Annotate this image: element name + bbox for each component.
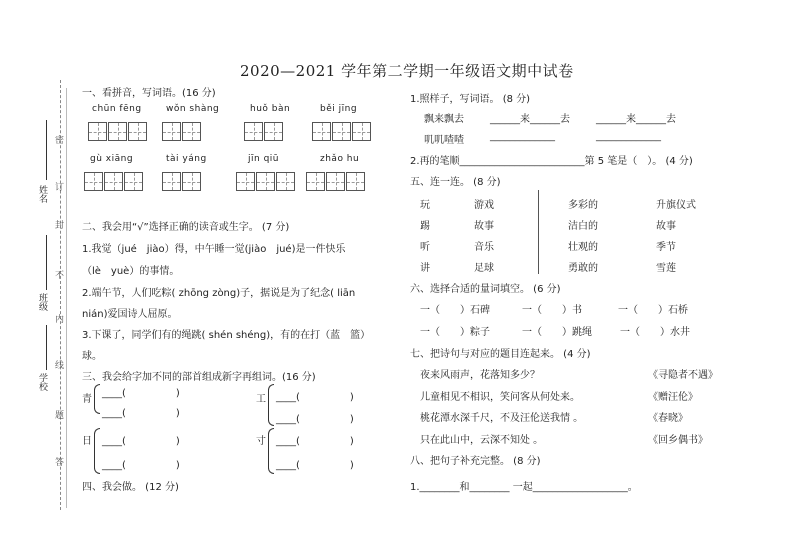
example-word: 叽叽喳喳 bbox=[424, 135, 464, 146]
q2-sentence[interactable]: 1.我觉（jué jiào）得，中午睡一觉(jiào jué)是一件快乐 bbox=[82, 244, 346, 255]
match-item[interactable]: 洁白的 bbox=[568, 221, 598, 232]
match-item[interactable]: 升旗仪式 bbox=[656, 200, 696, 211]
match-item[interactable]: 游戏 bbox=[474, 200, 494, 211]
radical-char: 青 bbox=[82, 394, 92, 405]
q2-sentence[interactable]: 3.下课了，同学们有的绳跳( shén shéng)，有的在打（蓝 篮） bbox=[82, 330, 371, 341]
match-item[interactable]: 雪莲 bbox=[656, 263, 676, 274]
measure-blank[interactable]: 一（ ）书 bbox=[522, 305, 582, 316]
brace bbox=[268, 428, 274, 474]
brace bbox=[94, 384, 100, 414]
match-item[interactable]: 听 bbox=[420, 242, 430, 253]
page-title: 2020—2021 学年第二学期一年级语文期中试卷 bbox=[240, 62, 574, 80]
seal-char: 答 bbox=[55, 458, 65, 468]
fill-blank[interactable]: ____( ) bbox=[102, 388, 180, 399]
pinyin: zhǎo hu bbox=[320, 154, 360, 164]
q2-sentence[interactable]: 球。 bbox=[82, 351, 102, 362]
fill-blank[interactable]: ____( ) bbox=[102, 408, 180, 419]
fill-blank[interactable]: ____( ) bbox=[276, 436, 354, 447]
poem-line[interactable]: 儿童相见不相识，笑问客从何处来。 bbox=[420, 392, 580, 403]
class-label: 班级 bbox=[37, 293, 47, 311]
pinyin: wǒn shàng bbox=[166, 104, 220, 114]
match-item[interactable]: 多彩的 bbox=[568, 200, 598, 211]
poem-line[interactable]: 桃花潭水深千尺，不及汪伦送我情 。 bbox=[420, 413, 584, 424]
q7-heading: 七、把诗句与对应的题目连起来。 (4 分) bbox=[410, 349, 591, 360]
sentence-blank[interactable]: 1.________和________ 一起___________________。 bbox=[410, 482, 638, 493]
match-item[interactable]: 踢 bbox=[420, 221, 430, 232]
radical-char: 日 bbox=[82, 436, 92, 447]
q2-sentence[interactable]: 2.端午节，人们吃粽( zhōng zòng)子，据说是为了纪念( liān bbox=[82, 288, 356, 299]
q4-heading: 四、我会做。 (12 分) bbox=[82, 482, 179, 493]
writing-grid[interactable] bbox=[244, 122, 284, 141]
q2-sentence[interactable]: nián)爱国诗人屈原。 bbox=[82, 309, 178, 320]
writing-grid[interactable] bbox=[236, 172, 296, 191]
poem-line[interactable]: 夜来风雨声，花落知多少？ bbox=[420, 370, 540, 381]
poem-title[interactable]: 《赠汪伦》 bbox=[648, 392, 698, 403]
seal-char: 不 bbox=[55, 271, 65, 281]
pinyin: běi jīng bbox=[320, 104, 358, 114]
fill-blank[interactable]: ______来______去 bbox=[490, 114, 570, 125]
pinyin: jīn qiū bbox=[248, 154, 279, 164]
school-field[interactable] bbox=[46, 325, 47, 370]
class-field[interactable] bbox=[46, 235, 47, 290]
brace bbox=[268, 384, 274, 426]
match-item[interactable]: 季节 bbox=[656, 242, 676, 253]
measure-blank[interactable]: 一（ ）石碑 bbox=[420, 305, 490, 316]
fill-blank[interactable]: _____________ bbox=[596, 131, 661, 142]
match-item[interactable]: 讲 bbox=[420, 263, 430, 274]
writing-grid[interactable] bbox=[306, 172, 366, 191]
pinyin: chūn fēng bbox=[92, 104, 142, 114]
fill-blank[interactable]: ____( ) bbox=[276, 392, 354, 403]
measure-blank[interactable]: 一（ ）水井 bbox=[620, 327, 690, 338]
pinyin: tài yáng bbox=[166, 154, 207, 164]
q8-heading: 八、把句子补充完整。 (8 分) bbox=[410, 456, 541, 467]
r1-heading: 1.照样子，写词语。 (8 分) bbox=[410, 94, 531, 105]
name-label: 姓名 bbox=[37, 185, 47, 203]
q1-heading: 一、看拼音，写词语。(16 分) bbox=[82, 88, 216, 99]
fill-blank[interactable]: ______来______去 bbox=[596, 114, 676, 125]
writing-grid[interactable] bbox=[162, 122, 202, 141]
poem-title[interactable]: 《寻隐者不遇》 bbox=[648, 370, 718, 381]
poem-title[interactable]: 《春晓》 bbox=[648, 413, 688, 424]
school-label: 学校 bbox=[37, 373, 47, 391]
fill-blank[interactable]: ____( ) bbox=[102, 460, 180, 471]
pinyin: gù xiāng bbox=[90, 154, 134, 164]
seal-char: 内 bbox=[55, 315, 65, 325]
brace bbox=[94, 428, 100, 474]
seal-char: 题 bbox=[55, 411, 65, 421]
divider bbox=[538, 190, 539, 274]
match-item[interactable]: 故事 bbox=[656, 221, 676, 232]
fill-blank[interactable]: ____( ) bbox=[276, 414, 354, 425]
writing-grid[interactable] bbox=[88, 122, 148, 141]
q3-heading: 三、我会给字加不同的部首组成新字再组词。(16 分) bbox=[82, 372, 316, 383]
seal-char: 封 bbox=[55, 221, 65, 231]
pinyin: huǒ bàn bbox=[250, 104, 291, 114]
writing-grid[interactable] bbox=[162, 172, 202, 191]
seal-char: 线 bbox=[55, 361, 65, 371]
match-item[interactable]: 故事 bbox=[474, 221, 494, 232]
q2-heading: 二、我会用“√”选择正确的读音或生字。 (7 分) bbox=[82, 222, 290, 233]
example-word: 飘来飘去 bbox=[424, 114, 464, 125]
match-item[interactable]: 足球 bbox=[474, 263, 494, 274]
q6-heading: 六、选择合适的量词填空。 (6 分) bbox=[410, 284, 561, 295]
measure-blank[interactable]: 一（ ）粽子 bbox=[420, 327, 490, 338]
name-field[interactable] bbox=[46, 120, 47, 180]
match-item[interactable]: 玩 bbox=[420, 200, 430, 211]
q2-sentence[interactable]: （lè yuè）的事情。 bbox=[82, 266, 180, 277]
fill-blank[interactable]: ____( ) bbox=[102, 436, 180, 447]
seal-char: 订 bbox=[55, 183, 65, 193]
seal-char: 密 bbox=[55, 136, 65, 146]
poem-line[interactable]: 只在此山中，云深不知处 。 bbox=[420, 435, 544, 446]
binding-line bbox=[66, 88, 67, 508]
measure-blank[interactable]: 一（ ）跳绳 bbox=[522, 327, 592, 338]
stroke-order-question[interactable]: 2.再的笔顺_________________________第 5 笔是（ ）。 (4 分) bbox=[410, 156, 693, 167]
match-item[interactable]: 音乐 bbox=[474, 242, 494, 253]
poem-title[interactable]: 《回乡偶书》 bbox=[648, 435, 708, 446]
radical-char: 工 bbox=[256, 394, 266, 405]
radical-char: 寸 bbox=[256, 436, 266, 447]
fill-blank[interactable]: _____________ bbox=[490, 131, 555, 142]
q5-heading: 五、连一连。 (8 分) bbox=[410, 177, 501, 188]
match-item[interactable]: 勇敢的 bbox=[568, 263, 598, 274]
writing-grid[interactable] bbox=[312, 122, 372, 141]
fill-blank[interactable]: ____( ) bbox=[276, 460, 354, 471]
measure-blank[interactable]: 一（ ）石桥 bbox=[618, 305, 688, 316]
match-item[interactable]: 壮观的 bbox=[568, 242, 598, 253]
writing-grid[interactable] bbox=[84, 172, 144, 191]
